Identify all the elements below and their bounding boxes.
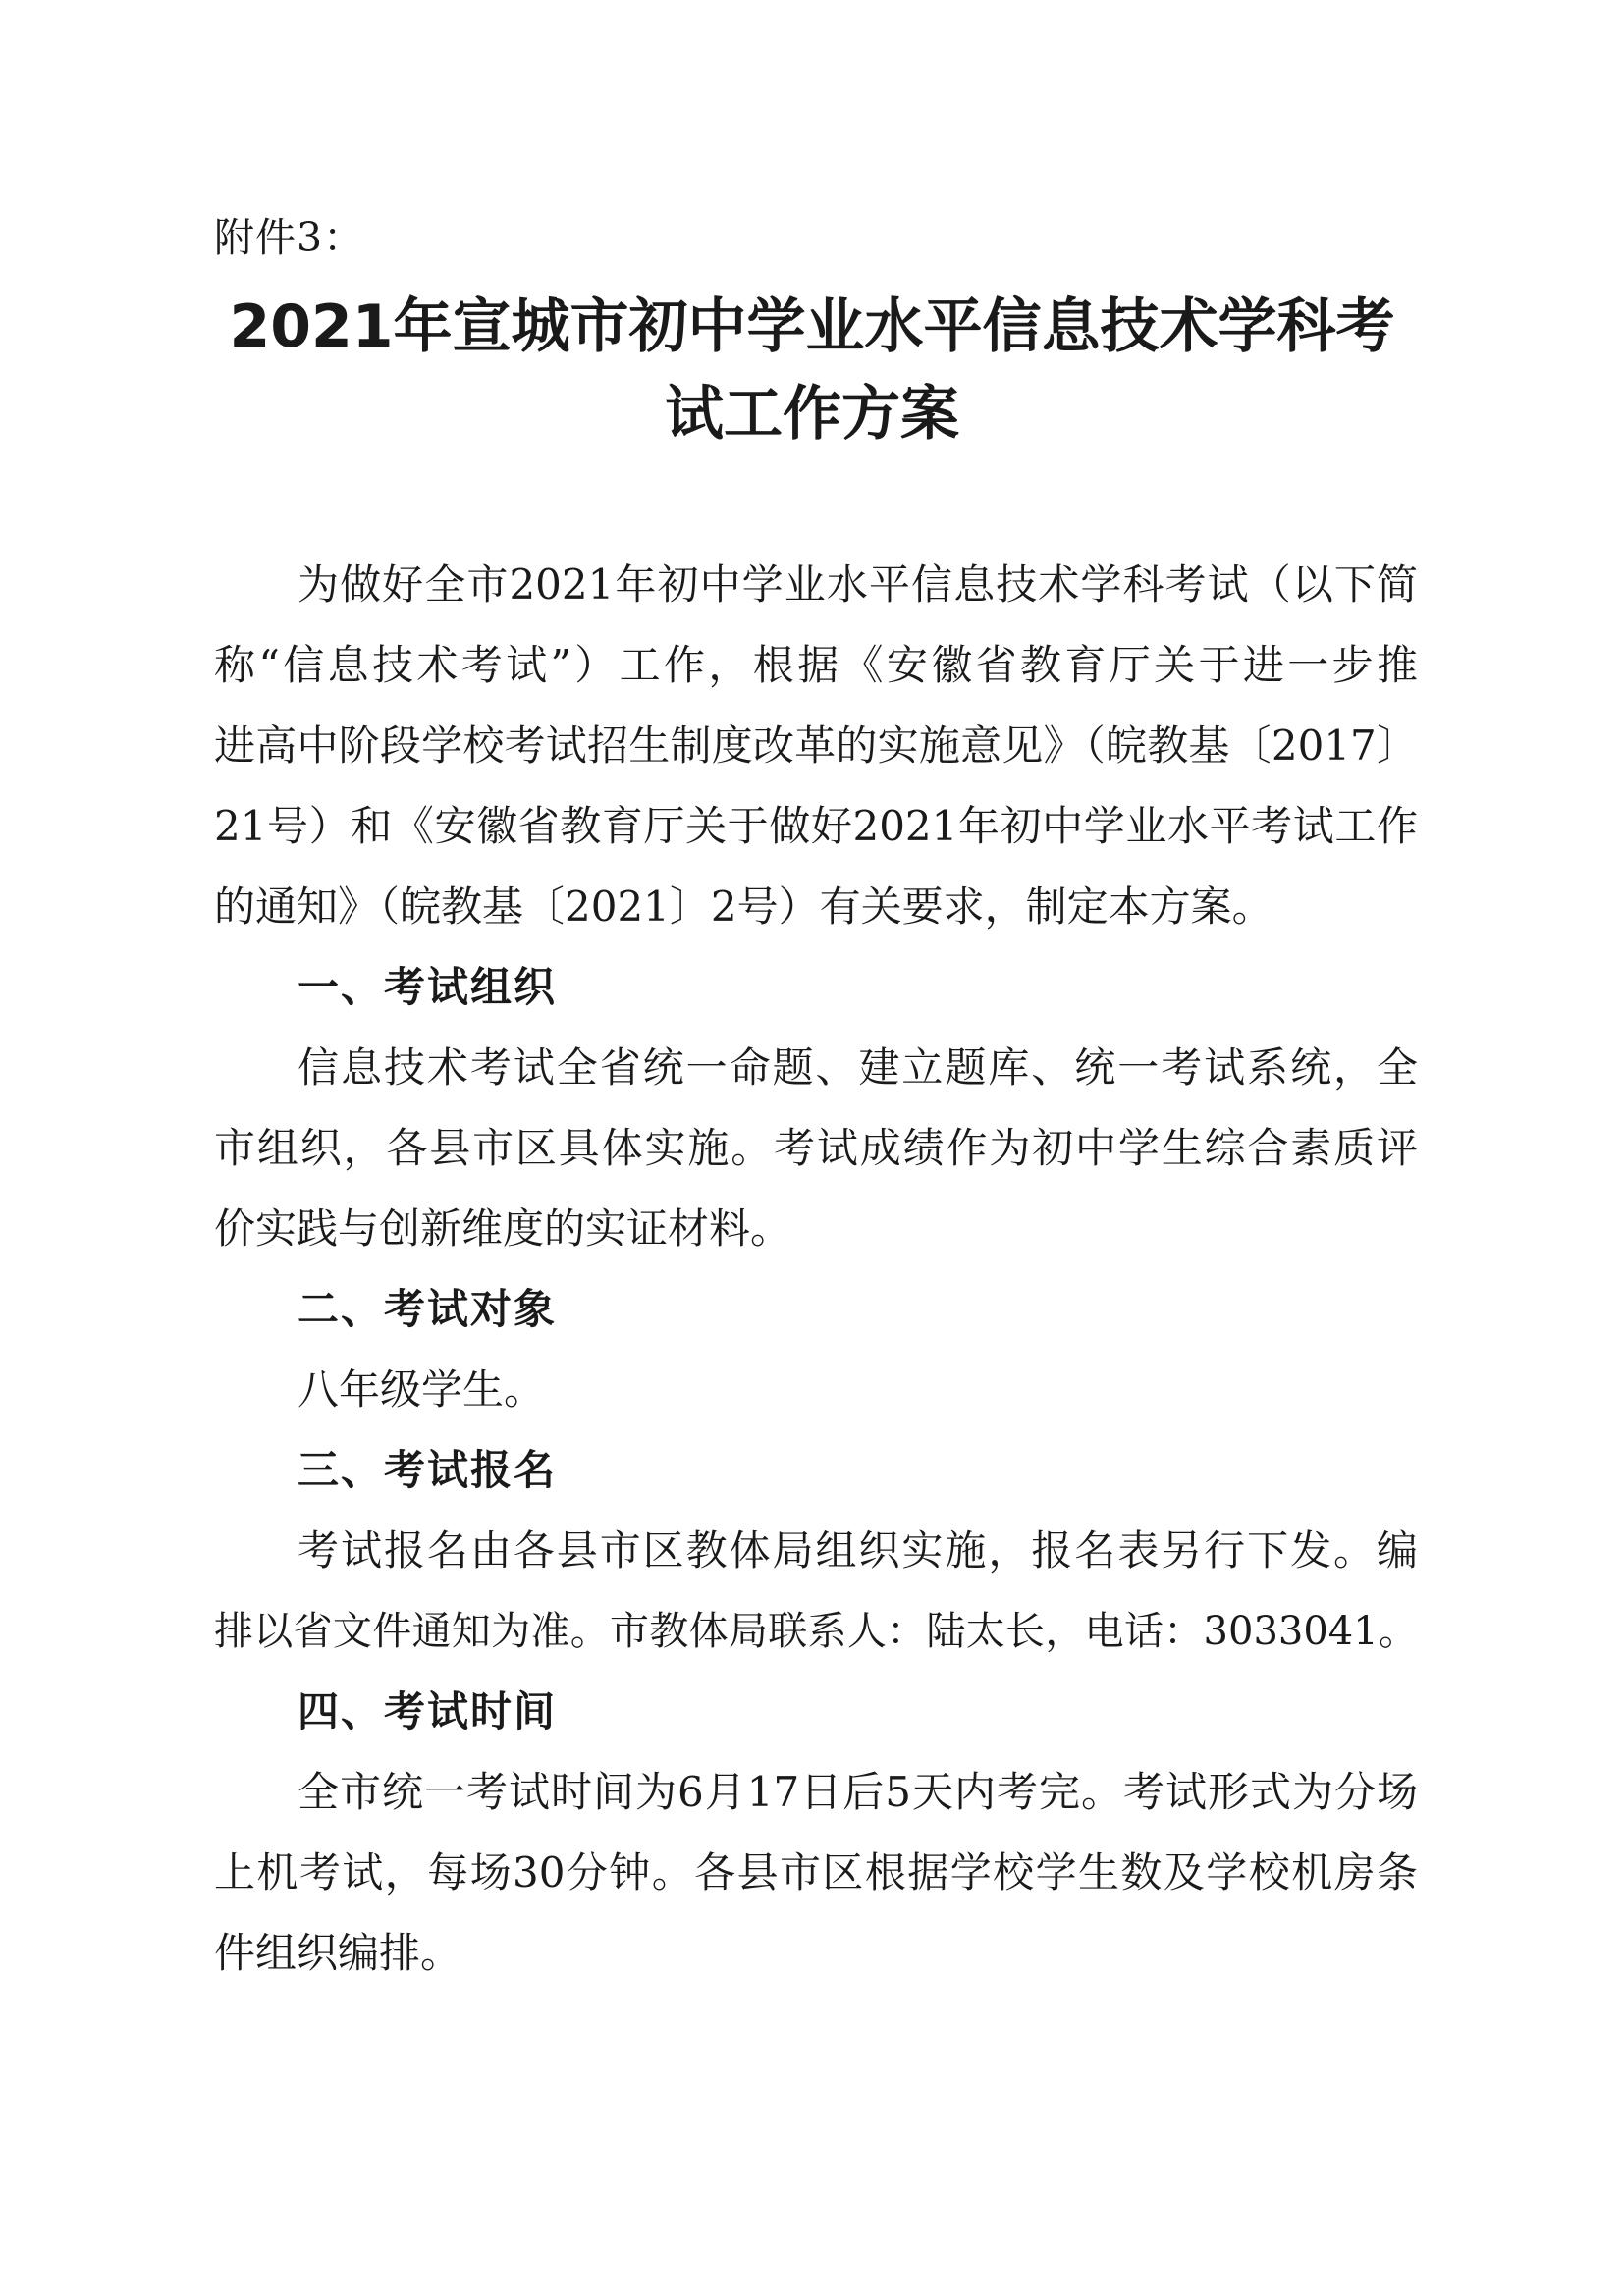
section-3-line-2: 排以省文件通知为准。市教体局联系人：陆太长，电话：3033041。 [214, 1609, 1418, 1654]
intro-line-3: 进高中阶段学校考试招生制度改革的实施意见》（皖教基〔2017〕 [214, 721, 1418, 770]
intro-line-4: 21号）和《安徽省教育厅关于做好2021年初中学业水平考试工作 [214, 802, 1418, 850]
document-title-line-2: 试工作方案 [665, 380, 959, 449]
intro-line-1: 为做好全市2021年初中学业水平信息技术学科考试（以下简 [298, 561, 1418, 609]
intro-line-5: 的通知》（皖教基〔2021〕2号）有关要求，制定本方案。 [214, 882, 1273, 931]
section-1-line-2: 市组织，各县市区具体实施。考试成绩作为初中学生综合素质评 [214, 1124, 1418, 1172]
section-4-line-2: 上机考试，每场30分钟。各县市区根据学校学生数及学校机房条 [214, 1848, 1418, 1896]
intro-line-2: 称“信息技术考试”）工作，根据《安徽省教育厅关于进一步推 [214, 641, 1418, 689]
section-heading-time: 四、考试时间 [298, 1687, 558, 1735]
section-1-line-3: 价实践与创新维度的实证材料。 [214, 1204, 792, 1253]
section-heading-organization: 一、考试组织 [298, 963, 558, 1011]
document-title-line-1: 2021年宣城市初中学业水平信息技术学科考 [229, 293, 1395, 361]
section-4-line-3: 件组织编排。 [214, 1929, 462, 1977]
section-3-line-1: 考试报名由各县市区教体局组织实施，报名表另行下发。编 [298, 1526, 1418, 1575]
section-2-line-1: 八年级学生。 [298, 1365, 546, 1414]
section-heading-target: 二、考试对象 [298, 1285, 558, 1333]
section-1-line-1: 信息技术考试全省统一命题、建立题库、统一考试系统，全 [298, 1043, 1418, 1092]
attachment-label: 附件3： [214, 214, 365, 261]
section-heading-registration: 三、考试报名 [298, 1446, 558, 1494]
section-4-line-1: 全市统一考试时间为6月17日后5天内考完。考试形式为分场 [298, 1768, 1418, 1816]
